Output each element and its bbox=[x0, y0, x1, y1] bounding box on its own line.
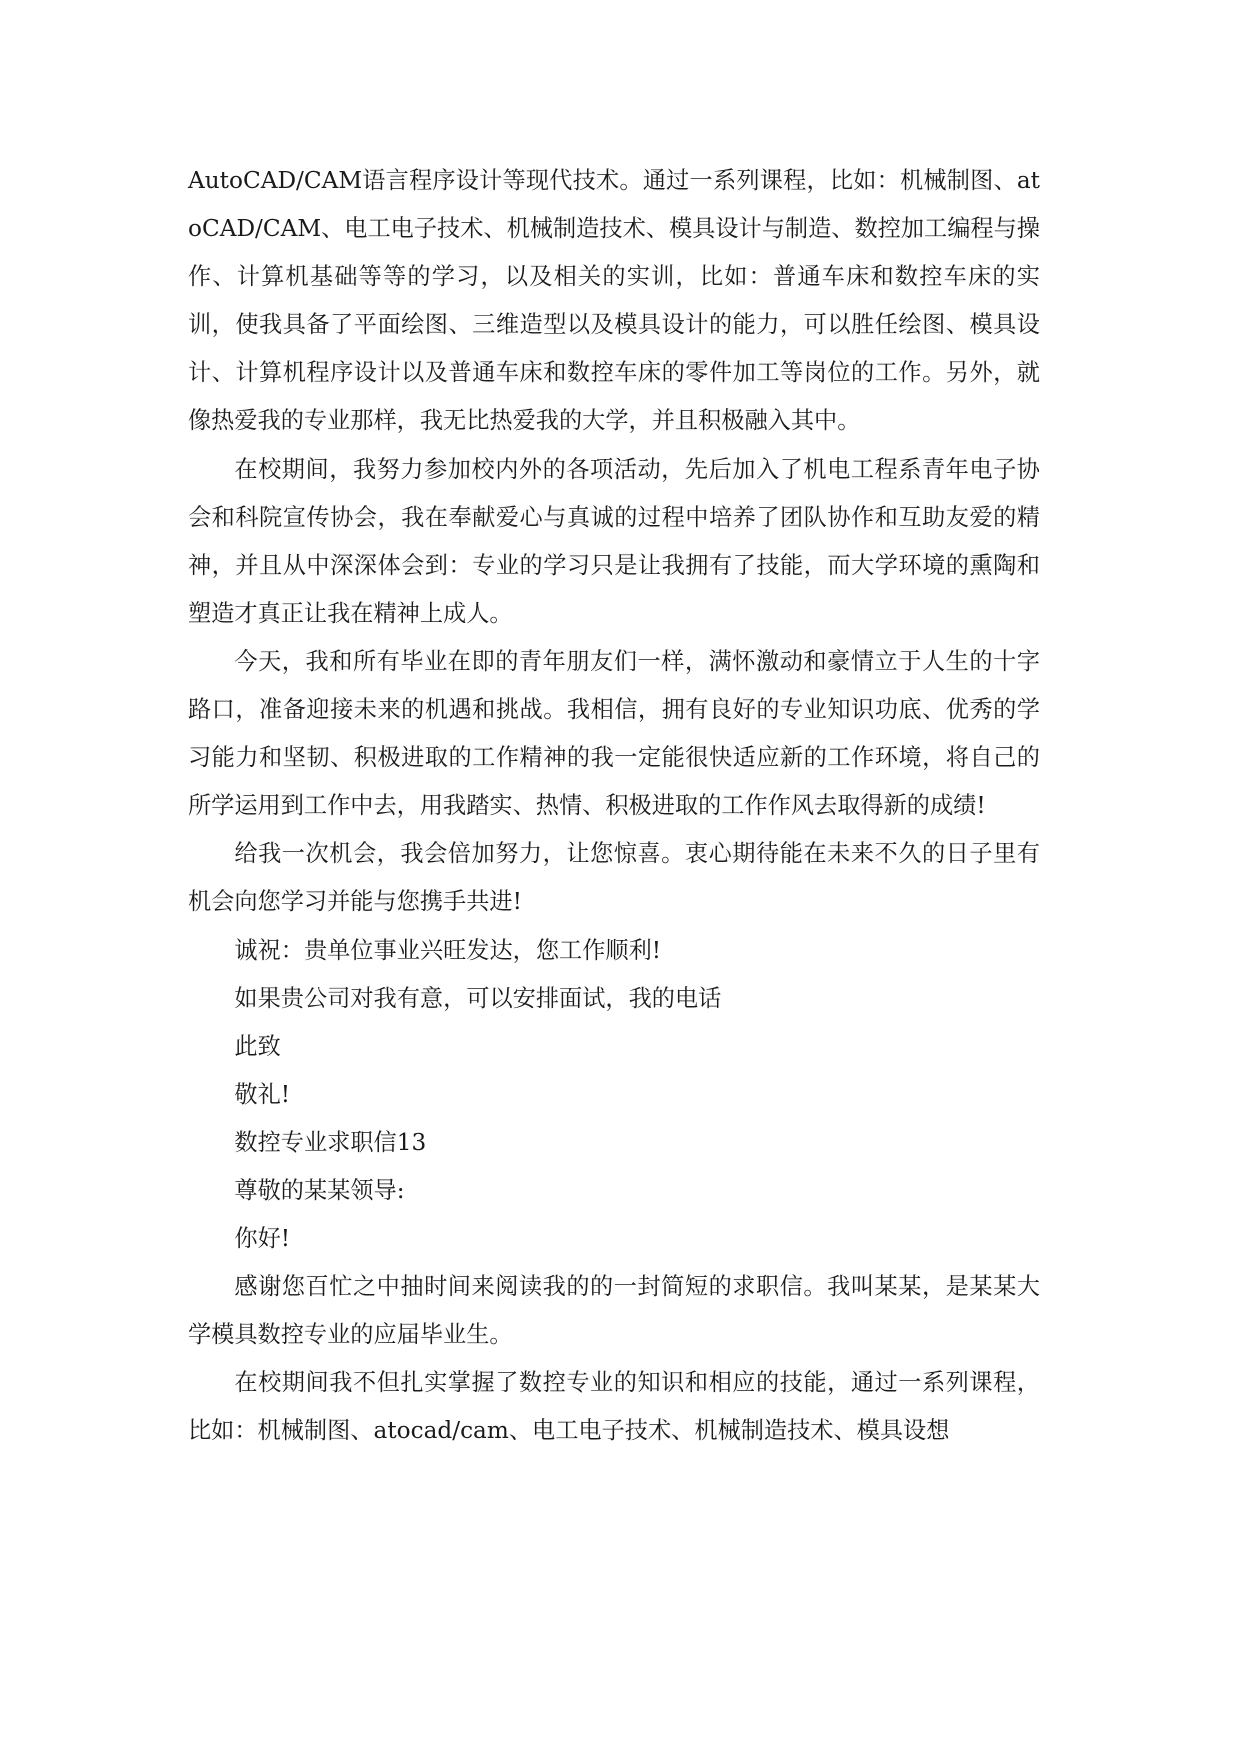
document-body bbox=[188, 157, 1040, 1456]
salutation: 尊敬的某某领导: bbox=[234, 1176, 405, 1204]
paragraph: AutoCAD/CAM语言程序设计等现代技术。通过一系列课程，比如：机械制图、atoCAD/CAM、电工电子技术、机械制造技术、模具设计与制造、数控加工编程与操作、计算机基础等等的学习，以及相关的实训，比如：普通车床和数控车床的实训，使我具备了平面绘图、三维造型以及模具设计的能力，可以胜任绘图、模具设计、计算机程序设计以及普通车床和数控车床的零件加工等岗位的工作。另外，就像热爱我的专业那样，我无比热爱我的大学，并且积极融入其中。 bbox=[188, 167, 1040, 435]
paragraph: 在校期间，我努力参加校内外的各项活动，先后加入了机电工程系青年电子协会和科院宣传协会，我在奉献爱心与真诚的过程中培养了团队协作和互助友爱的精神，并且从中深深体会到：专业的学习只是让我拥有了技能，而大学环境的熏陶和塑造才真正让我在精神上成人。 bbox=[188, 455, 1040, 627]
paragraph: 今天，我和所有毕业在即的青年朋友们一样，满怀激动和豪情立于人生的十字路口，准备迎接未来的机遇和挑战。我相信，拥有良好的专业知识功底、优秀的学习能力和坚韧、积极进取的工作精神的我一定能很快适应新的工作环境，将自己的所学运用到工作中去，用我踏实、热情、积极进取的工作作风去取得新的成绩! bbox=[188, 647, 1040, 820]
paragraph: 在校期间我不但扎实掌握了数控专业的知识和相应的技能，通过一系列课程，比如：机械制图、atocad/cam、电工电子技术、机械制造技术、模具设想 bbox=[188, 1369, 1040, 1445]
paragraph: 敬礼! bbox=[234, 1080, 291, 1108]
paragraph: 如果贵公司对我有意，可以安排面试，我的电话 bbox=[234, 984, 722, 1012]
paragraph: 感谢您百忙之中抽时间来阅读我的的一封简短的求职信。我叫某某，是某某大学模具数控专业的应届毕业生。 bbox=[188, 1273, 1040, 1349]
section-heading: 数控专业求职信13 bbox=[234, 1128, 427, 1156]
paragraph: 此致 bbox=[234, 1032, 281, 1060]
greeting: 你好! bbox=[234, 1225, 291, 1253]
paragraph: 给我一次机会，我会倍加努力，让您惊喜。衷心期待能在未来不久的日子里有机会向您学习并能与您携手共进! bbox=[188, 840, 1040, 916]
paragraph: 诚祝：贵单位事业兴旺发达，您工作顺利! bbox=[234, 936, 662, 964]
